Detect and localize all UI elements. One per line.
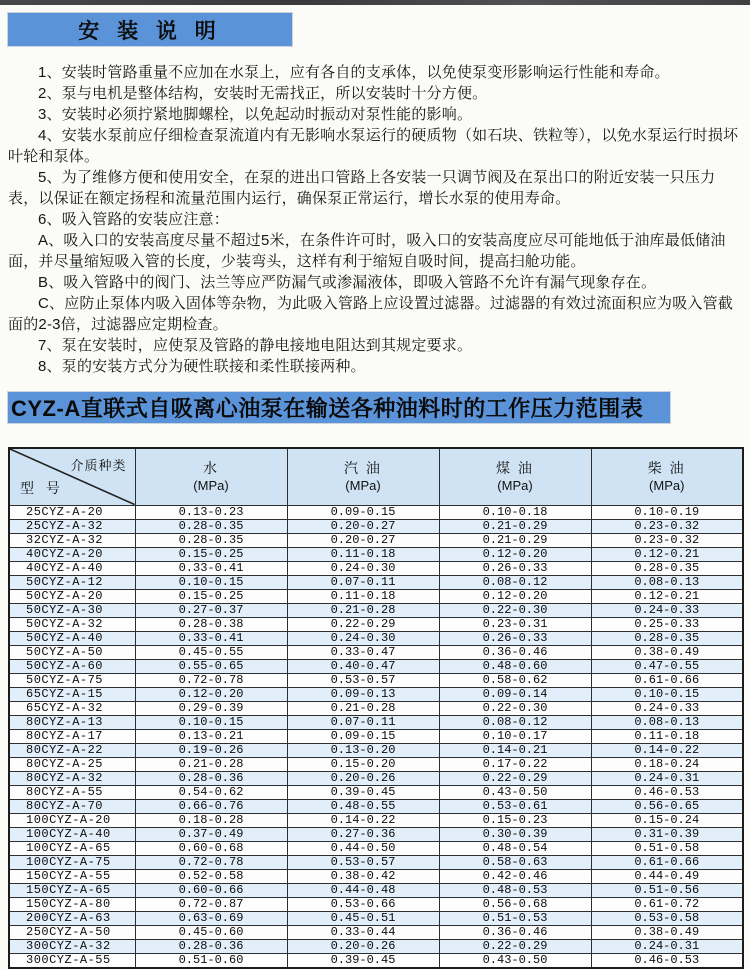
pressure-value-cell: 0.33-0.44 <box>287 925 439 939</box>
pressure-value-cell: 0.21-0.28 <box>287 603 439 617</box>
document-page <box>0 5 750 969</box>
pressure-value-cell: 0.43-0.50 <box>439 953 591 968</box>
model-cell: 100CYZ-A-75 <box>9 855 135 869</box>
instruction-paragraph: 1、安装时管路重量不应加在水泵上，应有各自的支承体，以免使泵变形影响运行性能和寿命。 <box>38 64 670 81</box>
pressure-value-cell: 0.09-0.14 <box>439 687 591 701</box>
table-row <box>9 617 743 631</box>
section-title-installation <box>8 13 292 46</box>
pressure-value-cell: 0.29-0.39 <box>135 701 287 715</box>
section-title-text: 安 装 说 明 <box>78 19 222 43</box>
table-row <box>9 729 743 743</box>
instruction-paragraph: C、应防止泵体内吸入固体等杂物，为此吸入管路上应设置过滤器。过滤器的有效过流面积应为吸入管截面的2-3倍，过滤器应定期检查。 <box>8 295 734 333</box>
pressure-value-cell: 0.72-0.78 <box>135 673 287 687</box>
header-model-label: 型 号 <box>20 479 64 496</box>
pressure-value-cell: 0.56-0.68 <box>439 897 591 911</box>
table-row <box>9 813 743 827</box>
pressure-value-cell: 0.56-0.65 <box>591 799 743 813</box>
model-cell: 300CYZ-A-55 <box>9 953 135 968</box>
instruction-paragraph: 7、泵在安装时，应使泵及管路的静电接地电阻达到其规定要求。 <box>38 337 473 354</box>
pressure-value-cell: 0.38-0.49 <box>591 645 743 659</box>
pressure-value-cell: 0.11-0.18 <box>287 589 439 603</box>
table-row <box>9 561 743 575</box>
model-cell: 25CYZ-A-32 <box>9 519 135 533</box>
model-cell: 80CYZ-A-55 <box>9 785 135 799</box>
pressure-value-cell: 0.09-0.15 <box>287 729 439 743</box>
header-col-gasoline-unit: (MPa) <box>345 477 381 493</box>
table-row <box>9 897 743 911</box>
table-row <box>9 925 743 939</box>
pressure-value-cell: 0.48-0.53 <box>439 883 591 897</box>
table-row <box>9 701 743 715</box>
pressure-value-cell: 0.28-0.35 <box>591 561 743 575</box>
pressure-value-cell: 0.07-0.11 <box>287 715 439 729</box>
table-row <box>9 841 743 855</box>
pressure-value-cell: 0.21-0.29 <box>439 533 591 547</box>
pressure-value-cell: 0.40-0.47 <box>287 659 439 673</box>
table-row <box>9 715 743 729</box>
header-media-type-label: 介质种类 <box>70 458 127 473</box>
pressure-value-cell: 0.24-0.33 <box>591 603 743 617</box>
instruction-paragraph: 3、安装时必须拧紧地脚螺栓，以免起动时振动对泵性能的影响。 <box>38 106 473 123</box>
model-cell: 150CYZ-A-55 <box>9 869 135 883</box>
pressure-value-cell: 0.61-0.66 <box>591 855 743 869</box>
pressure-value-cell: 0.47-0.55 <box>591 659 743 673</box>
pressure-value-cell: 0.22-0.30 <box>439 603 591 617</box>
pressure-value-cell: 0.45-0.60 <box>135 925 287 939</box>
pressure-value-cell: 0.60-0.68 <box>135 841 287 855</box>
pressure-range-table <box>8 447 744 969</box>
model-cell: 100CYZ-A-40 <box>9 827 135 841</box>
pressure-value-cell: 0.22-0.29 <box>439 771 591 785</box>
table-row <box>9 869 743 883</box>
pressure-value-cell: 0.08-0.13 <box>591 575 743 589</box>
pressure-value-cell: 0.10-0.15 <box>591 687 743 701</box>
table-row <box>9 631 743 645</box>
model-cell: 50CYZ-A-32 <box>9 617 135 631</box>
model-cell: 65CYZ-A-32 <box>9 701 135 715</box>
pressure-value-cell: 0.51-0.60 <box>135 953 287 968</box>
model-cell: 80CYZ-A-32 <box>9 771 135 785</box>
pressure-value-cell: 0.51-0.58 <box>591 841 743 855</box>
pressure-value-cell: 0.10-0.19 <box>591 505 743 519</box>
pressure-value-cell: 0.45-0.55 <box>135 645 287 659</box>
header-col-diesel-name: 柴 油 <box>647 459 686 476</box>
pressure-value-cell: 0.11-0.18 <box>287 547 439 561</box>
pressure-value-cell: 0.33-0.47 <box>287 645 439 659</box>
pressure-value-cell: 0.23-0.31 <box>439 617 591 631</box>
pressure-value-cell: 0.20-0.27 <box>287 533 439 547</box>
pressure-value-cell: 0.25-0.33 <box>591 617 743 631</box>
table-row <box>9 743 743 757</box>
table-row <box>9 575 743 589</box>
pressure-value-cell: 0.21-0.29 <box>439 519 591 533</box>
pressure-value-cell: 0.58-0.62 <box>439 673 591 687</box>
model-cell: 50CYZ-A-60 <box>9 659 135 673</box>
pressure-value-cell: 0.28-0.35 <box>135 533 287 547</box>
pressure-value-cell: 0.19-0.26 <box>135 743 287 757</box>
model-cell: 32CYZ-A-32 <box>9 533 135 547</box>
instruction-paragraph: A、吸入口的安装高度尽量不超过5米，在条件许可时，吸入口的安装高度应尽可能地低于油库最低储油面，并尽量缩短吸入管的长度，少装弯头，这样有利于缩短自吸时间，提高扫舱功能。 <box>8 232 726 270</box>
table-header <box>9 448 743 505</box>
table-row <box>9 939 743 953</box>
model-cell: 50CYZ-A-12 <box>9 575 135 589</box>
pressure-value-cell: 0.13-0.21 <box>135 729 287 743</box>
pressure-value-cell: 0.21-0.28 <box>287 701 439 715</box>
pressure-value-cell: 0.23-0.32 <box>591 519 743 533</box>
table-row <box>9 519 743 533</box>
table-row <box>9 883 743 897</box>
header-col-diesel <box>591 448 743 505</box>
pressure-value-cell: 0.22-0.30 <box>439 701 591 715</box>
pressure-value-cell: 0.15-0.24 <box>591 813 743 827</box>
pressure-value-cell: 0.48-0.55 <box>287 799 439 813</box>
pressure-value-cell: 0.72-0.87 <box>135 897 287 911</box>
pressure-value-cell: 0.28-0.38 <box>135 617 287 631</box>
pressure-value-cell: 0.14-0.22 <box>591 743 743 757</box>
table-row <box>9 785 743 799</box>
pressure-value-cell: 0.53-0.58 <box>591 911 743 925</box>
table-row <box>9 687 743 701</box>
pressure-value-cell: 0.27-0.37 <box>135 603 287 617</box>
pressure-value-cell: 0.24-0.33 <box>591 701 743 715</box>
pressure-value-cell: 0.15-0.25 <box>135 547 287 561</box>
header-corner-cell <box>9 448 135 505</box>
model-cell: 50CYZ-A-40 <box>9 631 135 645</box>
pressure-value-cell: 0.14-0.21 <box>439 743 591 757</box>
pressure-value-cell: 0.12-0.21 <box>591 589 743 603</box>
pressure-value-cell: 0.10-0.17 <box>439 729 591 743</box>
pressure-value-cell: 0.08-0.13 <box>591 715 743 729</box>
table-row <box>9 799 743 813</box>
table-row <box>9 953 743 968</box>
pressure-value-cell: 0.46-0.53 <box>591 953 743 968</box>
instruction-paragraph: 8、泵的安装方式分为硬性联接和柔性联接两种。 <box>38 358 366 375</box>
table-row <box>9 603 743 617</box>
pressure-value-cell: 0.44-0.50 <box>287 841 439 855</box>
pressure-value-cell: 0.22-0.29 <box>439 939 591 953</box>
table-row <box>9 533 743 547</box>
pressure-value-cell: 0.28-0.36 <box>135 939 287 953</box>
instructions <box>8 62 742 377</box>
model-cell: 25CYZ-A-20 <box>9 505 135 519</box>
pressure-value-cell: 0.15-0.25 <box>135 589 287 603</box>
table-row <box>9 757 743 771</box>
pressure-value-cell: 0.54-0.62 <box>135 785 287 799</box>
pressure-value-cell: 0.38-0.42 <box>287 869 439 883</box>
pressure-value-cell: 0.66-0.76 <box>135 799 287 813</box>
pressure-value-cell: 0.24-0.31 <box>591 939 743 953</box>
pressure-value-cell: 0.60-0.66 <box>135 883 287 897</box>
pressure-value-cell: 0.46-0.53 <box>591 785 743 799</box>
table-row <box>9 771 743 785</box>
model-cell: 65CYZ-A-15 <box>9 687 135 701</box>
pressure-value-cell: 0.12-0.20 <box>439 547 591 561</box>
pressure-value-cell: 0.15-0.20 <box>287 757 439 771</box>
pressure-value-cell: 0.18-0.24 <box>591 757 743 771</box>
pressure-value-cell: 0.36-0.46 <box>439 925 591 939</box>
pressure-value-cell: 0.39-0.45 <box>287 953 439 968</box>
pressure-value-cell: 0.51-0.53 <box>439 911 591 925</box>
table-row <box>9 547 743 561</box>
instruction-paragraph: 6、吸入管路的安装应注意： <box>38 211 229 228</box>
table-banner-text: CYZ-A直联式自吸离心油泵在输送各种油料时的工作压力范围表 <box>11 396 644 421</box>
pressure-value-cell: 0.26-0.33 <box>439 561 591 575</box>
model-cell: 150CYZ-A-80 <box>9 897 135 911</box>
table-row <box>9 645 743 659</box>
header-col-kerosene-unit: (MPa) <box>497 477 533 493</box>
pressure-value-cell: 0.31-0.39 <box>591 827 743 841</box>
pressure-table-body <box>9 505 743 968</box>
pressure-value-cell: 0.53-0.66 <box>287 897 439 911</box>
pressure-value-cell: 0.39-0.45 <box>287 785 439 799</box>
pressure-value-cell: 0.12-0.21 <box>591 547 743 561</box>
instruction-paragraph: 2、泵与电机是整体结构，安装时无需找正，所以安装时十分方便。 <box>38 85 488 102</box>
instruction-paragraph: B、吸入管路中的阀门、法兰等应严防漏气或渗漏液体，即吸入管路不允许有漏气现象存在。 <box>38 274 657 291</box>
pressure-value-cell: 0.12-0.20 <box>439 589 591 603</box>
model-cell: 50CYZ-A-30 <box>9 603 135 617</box>
pressure-value-cell: 0.20-0.27 <box>287 519 439 533</box>
table-row <box>9 589 743 603</box>
pressure-value-cell: 0.23-0.32 <box>591 533 743 547</box>
pressure-value-cell: 0.07-0.11 <box>287 575 439 589</box>
pressure-value-cell: 0.21-0.28 <box>135 757 287 771</box>
pressure-value-cell: 0.08-0.12 <box>439 575 591 589</box>
model-cell: 50CYZ-A-75 <box>9 673 135 687</box>
pressure-value-cell: 0.63-0.69 <box>135 911 287 925</box>
instruction-paragraph: 5、为了维修方便和使用安全，在泵的进出口管路上各安装一只调节阀及在泵出口的附近安装一只压力表，以保证在额定扬程和流量范围内运行，确保泵正常运行，增长水泵的使用寿命。 <box>8 169 716 207</box>
header-col-water <box>135 448 287 505</box>
pressure-value-cell: 0.17-0.22 <box>439 757 591 771</box>
pressure-value-cell: 0.53-0.57 <box>287 673 439 687</box>
model-cell: 80CYZ-A-22 <box>9 743 135 757</box>
header-col-water-unit: (MPa) <box>193 477 229 493</box>
pressure-value-cell: 0.33-0.41 <box>135 561 287 575</box>
table-row <box>9 505 743 519</box>
pressure-value-cell: 0.61-0.66 <box>591 673 743 687</box>
pressure-value-cell: 0.09-0.15 <box>287 505 439 519</box>
pressure-value-cell: 0.51-0.56 <box>591 883 743 897</box>
pressure-value-cell: 0.55-0.65 <box>135 659 287 673</box>
pressure-value-cell: 0.24-0.30 <box>287 631 439 645</box>
table-row <box>9 673 743 687</box>
pressure-value-cell: 0.14-0.22 <box>287 813 439 827</box>
pressure-value-cell: 0.72-0.78 <box>135 855 287 869</box>
model-cell: 80CYZ-A-17 <box>9 729 135 743</box>
pressure-value-cell: 0.43-0.50 <box>439 785 591 799</box>
pressure-value-cell: 0.10-0.15 <box>135 575 287 589</box>
pressure-value-cell: 0.44-0.48 <box>287 883 439 897</box>
model-cell: 80CYZ-A-70 <box>9 799 135 813</box>
pressure-value-cell: 0.58-0.63 <box>439 855 591 869</box>
pressure-value-cell: 0.22-0.29 <box>287 617 439 631</box>
header-col-diesel-unit: (MPa) <box>649 477 685 493</box>
table-row <box>9 827 743 841</box>
pressure-value-cell: 0.38-0.49 <box>591 925 743 939</box>
pressure-value-cell: 0.08-0.12 <box>439 715 591 729</box>
pressure-value-cell: 0.13-0.20 <box>287 743 439 757</box>
pressure-value-cell: 0.61-0.72 <box>591 897 743 911</box>
pressure-value-cell: 0.13-0.23 <box>135 505 287 519</box>
pressure-value-cell: 0.52-0.58 <box>135 869 287 883</box>
pressure-value-cell: 0.24-0.30 <box>287 561 439 575</box>
pressure-value-cell: 0.53-0.57 <box>287 855 439 869</box>
pressure-value-cell: 0.27-0.36 <box>287 827 439 841</box>
header-col-kerosene-name: 煤 油 <box>496 459 534 476</box>
header-col-gasoline <box>287 448 439 505</box>
header-col-water-name: 水 <box>203 459 219 476</box>
model-cell: 80CYZ-A-13 <box>9 715 135 729</box>
model-cell: 100CYZ-A-20 <box>9 813 135 827</box>
model-cell: 250CYZ-A-50 <box>9 925 135 939</box>
pressure-value-cell: 0.42-0.46 <box>439 869 591 883</box>
header-col-gasoline-name: 汽 油 <box>344 459 382 476</box>
pressure-value-cell: 0.30-0.39 <box>439 827 591 841</box>
model-cell: 80CYZ-A-25 <box>9 757 135 771</box>
pressure-value-cell: 0.26-0.33 <box>439 631 591 645</box>
model-cell: 50CYZ-A-50 <box>9 645 135 659</box>
pressure-value-cell: 0.12-0.20 <box>135 687 287 701</box>
pressure-value-cell: 0.11-0.18 <box>591 729 743 743</box>
model-cell: 40CYZ-A-40 <box>9 561 135 575</box>
pressure-value-cell: 0.45-0.51 <box>287 911 439 925</box>
model-cell: 100CYZ-A-65 <box>9 841 135 855</box>
pressure-value-cell: 0.28-0.35 <box>135 519 287 533</box>
pressure-value-cell: 0.53-0.61 <box>439 799 591 813</box>
pressure-value-cell: 0.24-0.31 <box>591 771 743 785</box>
pressure-value-cell: 0.15-0.23 <box>439 813 591 827</box>
table-row <box>9 911 743 925</box>
pressure-value-cell: 0.10-0.15 <box>135 715 287 729</box>
model-cell: 50CYZ-A-20 <box>9 589 135 603</box>
pressure-value-cell: 0.28-0.35 <box>591 631 743 645</box>
model-cell: 200CYZ-A-63 <box>9 911 135 925</box>
model-cell: 300CYZ-A-32 <box>9 939 135 953</box>
pressure-value-cell: 0.36-0.46 <box>439 645 591 659</box>
table-row <box>9 855 743 869</box>
pressure-value-cell: 0.48-0.54 <box>439 841 591 855</box>
header-col-kerosene <box>439 448 591 505</box>
pressure-value-cell: 0.10-0.18 <box>439 505 591 519</box>
pressure-value-cell: 0.33-0.41 <box>135 631 287 645</box>
model-cell: 150CYZ-A-65 <box>9 883 135 897</box>
pressure-value-cell: 0.48-0.60 <box>439 659 591 673</box>
model-cell: 40CYZ-A-20 <box>9 547 135 561</box>
pressure-value-cell: 0.28-0.36 <box>135 771 287 785</box>
table-row <box>9 659 743 673</box>
instruction-paragraph: 4、安装水泵前应仔细检查泵流道内有无影响水泵运行的硬质物（如石块、铁粒等），以免水泵运行时损坏叶轮和泵体。 <box>8 127 739 165</box>
pressure-value-cell: 0.20-0.26 <box>287 771 439 785</box>
pressure-value-cell: 0.20-0.26 <box>287 939 439 953</box>
pressure-value-cell: 0.09-0.13 <box>287 687 439 701</box>
pressure-value-cell: 0.37-0.49 <box>135 827 287 841</box>
table-banner-title <box>8 392 670 423</box>
pressure-value-cell: 0.44-0.49 <box>591 869 743 883</box>
pressure-value-cell: 0.18-0.28 <box>135 813 287 827</box>
